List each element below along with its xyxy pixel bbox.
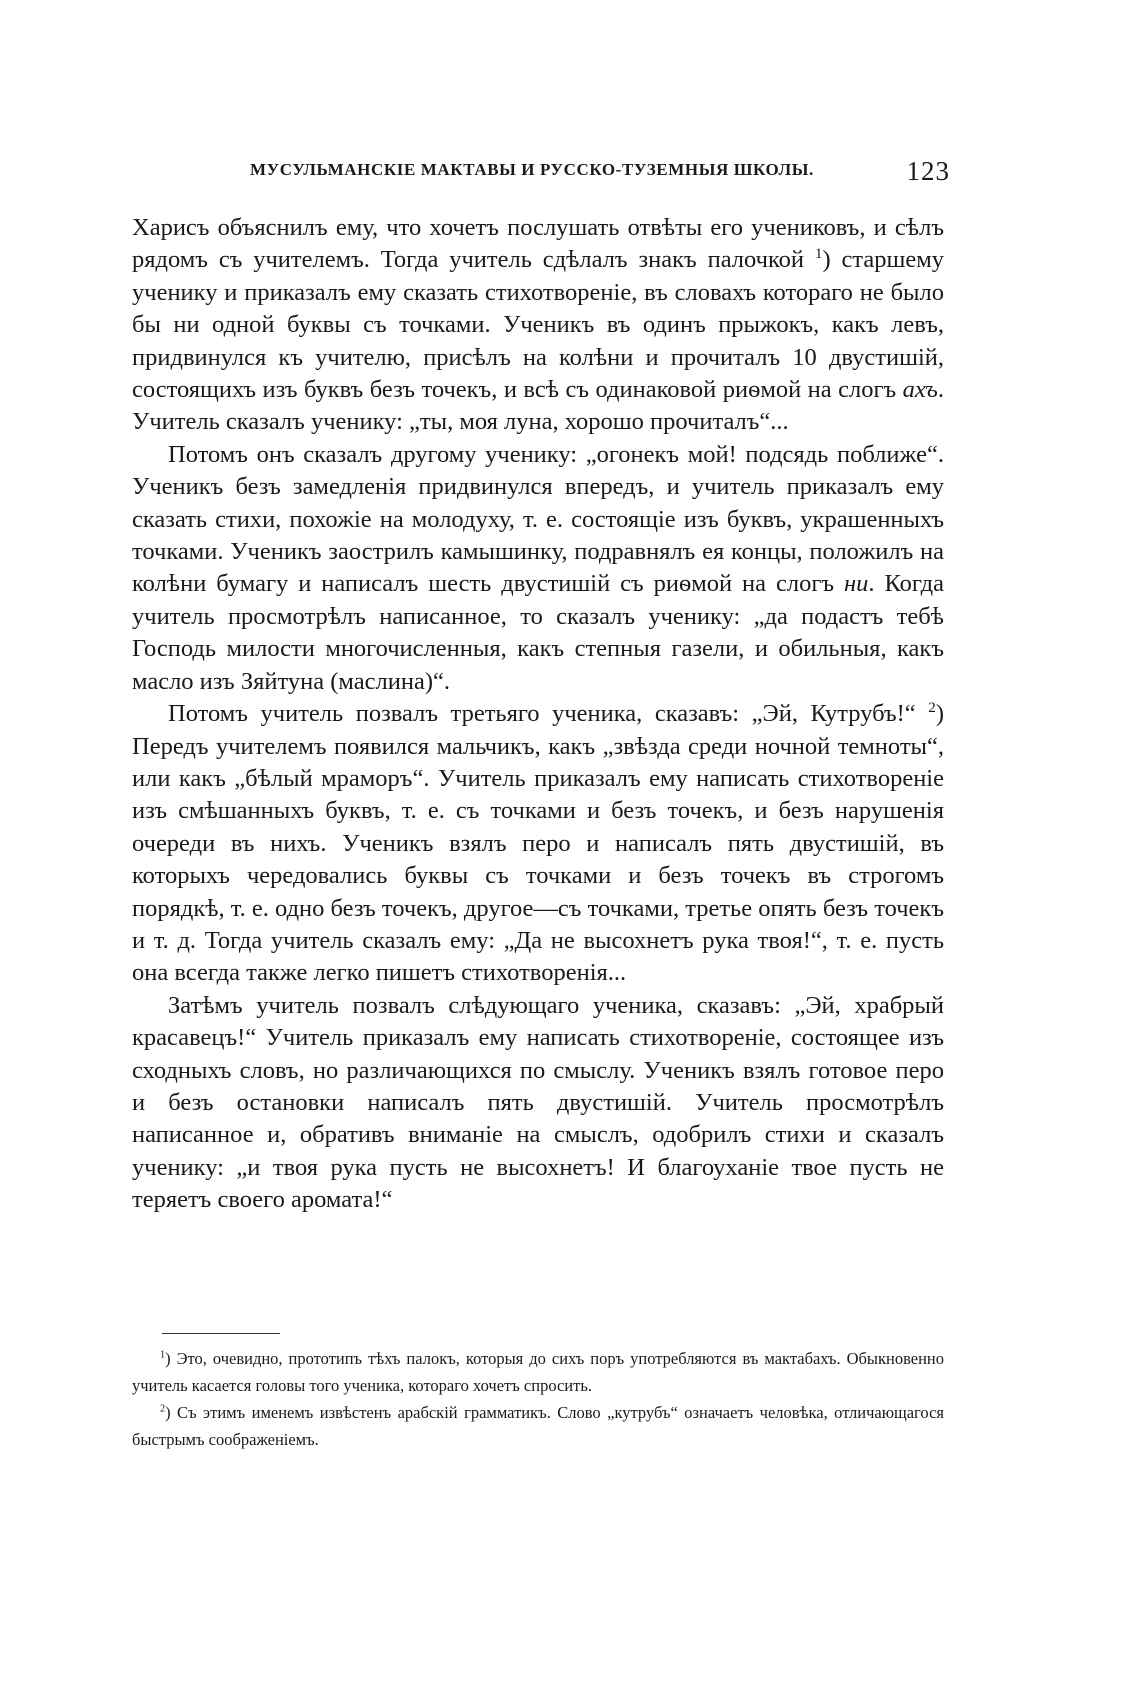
- footnote-ref-1: 1: [814, 245, 823, 263]
- body-text: [132, 212, 944, 1217]
- footnote-1: [132, 1345, 944, 1399]
- paragraph-1-part-b: ) старшему ученику и приказалъ ему сказать стихотвореніе, въ словахъ котораго не было бы ни одной буквы съ точками. Ученикъ въ одинъ прыжокъ, какъ левъ, придвинулся къ учителю, присѣлъ на колѣни и прочиталъ 10 двустишій, состоящихъ изъ буквъ безъ точекъ, и всѣ съ одинаковой риѳмой на слогъ: [132, 246, 944, 404]
- paragraph-3-part-b: ) Передъ учителемъ появился мальчикъ, какъ „звѣзда среди ночной темноты“, или какъ „бѣлый мраморъ“. Учитель приказалъ ему написать стихотвореніе изъ смѣшанныхъ буквъ, т. е. съ точками и безъ точекъ, и безъ нарушенія очереди въ нихъ. Ученикъ взялъ перо и написалъ пять двустишій, въ которыхъ чередовались буквы съ точками и безъ точекъ въ строгомъ порядкѣ, т. е. одно безъ точекъ, другое—съ точками, третье опять безъ точекъ и т. д. Тогда учитель сказалъ ему: „Да не высохнетъ рука твоя!“, т. е. пусть она всегда также легко пишетъ стихотворенія...: [132, 700, 944, 987]
- paragraph-1-italic-syllable: ахъ: [902, 376, 938, 404]
- paragraph-2: [132, 439, 944, 698]
- footnote-2-mark: 2: [160, 1403, 166, 1415]
- running-head: [250, 156, 950, 190]
- paragraph-3-part-a: Потомъ учитель позвалъ третьяго ученика, сказавъ: „Эй, Кутрубъ!“: [168, 700, 929, 728]
- paragraph-1: [132, 212, 944, 439]
- footnote-2-text: ) Съ этимъ именемъ извѣстенъ арабскій грамматикъ. Слово „кутрубъ“ означаетъ человѣка, отличающагося быстрымъ соображеніемъ.: [132, 1403, 944, 1449]
- footnote-2: [132, 1399, 944, 1453]
- footnote-divider: [162, 1333, 280, 1334]
- paragraph-2-part-b: . Когда учитель просмотрѣлъ написанное, то сказалъ ученику: „да подастъ тебѣ Господь милости многочисленныя, какъ степныя газели, и обильныя, какъ масло изъ Зяйтуна (маслина)“.: [132, 570, 944, 695]
- footnote-1-text: ) Это, очевидно, прототипъ тѣхъ палокъ, которыя до сихъ поръ употребляются въ мактабахъ. Обыкновенно учитель касается головы того ученика, котораго хочетъ спросить.: [132, 1349, 944, 1395]
- paragraph-3: [132, 698, 944, 990]
- paragraph-1-part-a: Харисъ объяснилъ ему, что хочетъ послушать отвѣты его учениковъ, и сѣлъ рядомъ съ учителемъ. Тогда учитель сдѣлалъ знакъ палочкой: [132, 214, 944, 274]
- footnote-ref-2: 2: [928, 698, 936, 716]
- paragraph-2-part-a: Потомъ онъ сказалъ другому ученику: „огонекъ мой! подсядь поближе“. Ученикъ безъ замедленія придвинулся впередъ, и учитель приказалъ ему сказать стихи, похожіе на молодуху, т. е. состоящіе изъ буквъ, украшенныхъ точками. Ученикъ заострилъ камышинку, подравнялъ ея концы, положилъ на колѣни бумагу и написалъ шесть двустишій съ риѳмой на слогъ: [132, 440, 944, 598]
- paragraph-4: Затѣмъ учитель позвалъ слѣдующаго ученика, сказавъ: „Эй, храбрый красавецъ!“ Учитель приказалъ ему написать стихотвореніе, состоящее изъ сходныхъ словъ, но различающихся по смыслу. Ученикъ взялъ готовое перо и безъ остановки написалъ пять двустишій. Учитель просмотрѣлъ написанное и, обративъ вниманіе на смыслъ, одобрилъ стихи и сказалъ ученику: „и твоя рука пусть не высохнетъ! И благоуханіе твое пусть не теряетъ своего аромата!“: [132, 991, 944, 1214]
- page-number: 123: [906, 156, 950, 186]
- footnote-1-mark: 1: [160, 1349, 166, 1361]
- paragraph-1-part-c: . Учитель сказалъ ученику: „ты, моя луна, хорошо прочиталъ“...: [132, 376, 944, 436]
- running-title: МУСУЛЬМАНСКІЕ МАКТАВЫ И РУССКО-ТУЗЕМНЫЯ ШКОЛЫ.: [250, 160, 814, 179]
- paragraph-2-italic-syllable: ни: [843, 570, 869, 598]
- footnotes: [132, 1345, 944, 1453]
